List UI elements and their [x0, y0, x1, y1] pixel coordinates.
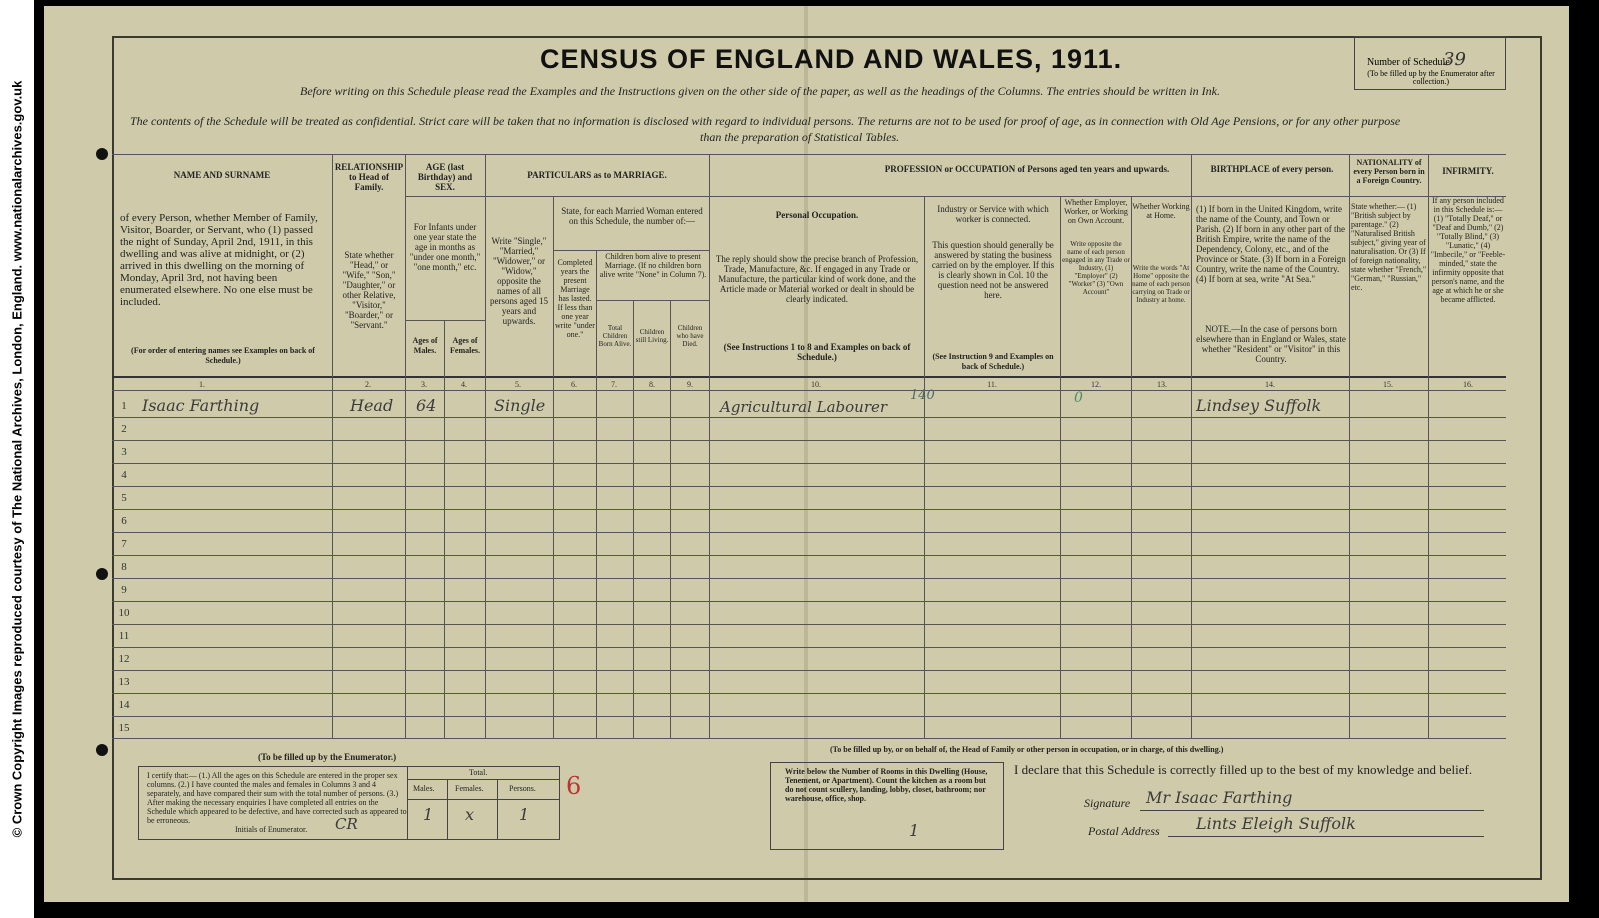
column-number: 7.	[611, 380, 617, 389]
column-number: 6.	[571, 380, 577, 389]
total-persons: 1	[519, 805, 530, 824]
entry-name: Isaac Farthing	[142, 396, 260, 415]
infirmity-description: If any person included in this Schedule is:— (1) "Totally Deaf," or "Deaf and Dumb," (2) "Totally Blind," (3) "Lunatic," (4) "Imbecile," or "Feeble-minded," state the infirmity opposite that person's name, and the age at which he or she became afflicted.	[1430, 196, 1506, 304]
row-line	[112, 578, 1506, 579]
marriage-subheader-line	[485, 196, 709, 197]
nationality-description: State whether:— (1) "British subject by parentage." (2) "Naturalised British subject," giving year of naturalisation. Or (3) If of foreign nationality, state whether "French," "German," "Russian," etc.	[1351, 202, 1427, 292]
employer-header: Whether Employer, Worker, or Working on Own Account.	[1064, 198, 1128, 225]
row-line	[112, 463, 1506, 464]
table-bottom-border	[112, 738, 1506, 739]
col-line	[444, 320, 445, 738]
row-line	[112, 417, 1506, 418]
females-label: Females.	[455, 784, 484, 793]
personal-occupation-header: Personal Occupation.	[775, 210, 859, 220]
industry-note: (See Instruction 9 and Examples on back of Schedule.)	[932, 352, 1054, 371]
total-line	[407, 779, 559, 780]
industry-header: Industry or Service with which worker is connected.	[937, 204, 1049, 224]
entry-relationship: Head	[350, 396, 394, 415]
industry-description: This question should generally be answered by stating the business carried on by the employer. If this is clearly shown in Col. 10 the question need not be answered here.	[931, 240, 1055, 300]
row-number: 15	[118, 722, 130, 734]
row-number: 4	[121, 469, 127, 481]
column-number: 5.	[515, 380, 521, 389]
schedule-number-note: (To be filled up by the Enumerator after collection.)	[1367, 69, 1495, 86]
col-line	[405, 154, 406, 738]
col-line	[670, 300, 671, 738]
col-line	[485, 154, 486, 738]
completed-years-header: Completed years the present Marriage has lasted. If less than one year write "under one."	[555, 258, 595, 339]
row-line	[112, 716, 1506, 717]
entry-employer-code: 0	[1074, 390, 1083, 406]
column-number: 15.	[1383, 380, 1393, 389]
row-number: 10	[118, 607, 130, 619]
birthplace-header: BIRTHPLACE of every person.	[1210, 164, 1334, 174]
children-born-header: Children born alive to present Marriage. (If no children born alive write "None" in Column 7).	[599, 252, 707, 279]
total-label: Total.	[469, 768, 488, 777]
col-line	[924, 196, 925, 738]
schedule-number-box	[1354, 36, 1506, 90]
copyright-watermark: © Crown Copyright Images reproduced courtesy of The National Archives, London, England. www.nationalarchives.gov.uk	[9, 80, 25, 838]
total-col-line	[497, 779, 498, 839]
declaration: I declare that this Schedule is correctly filled up to the best of my knowledge and belief.	[1014, 762, 1473, 777]
row-number: 1	[121, 400, 127, 412]
row-line	[112, 647, 1506, 648]
intro-line-2: The contents of the Schedule will be treated as confidential. Strict care will be taken that no information is disclosed with regard to individual persons. The returns are not to be used for proof of age, as in connection with Old Age Pensions, or for any other purpose	[130, 114, 1401, 128]
children-died-header: Children who have Died.	[676, 324, 704, 348]
col-line	[709, 154, 710, 738]
males-label: Males.	[413, 784, 435, 793]
total-males: 1	[423, 805, 434, 824]
married-woman-header: State, for each Married Woman entered on this Schedule, the number of:—	[561, 206, 703, 226]
name-note: (For order of entering names see Examples on back of Schedule.)	[131, 346, 315, 365]
col-line	[1060, 196, 1061, 738]
row-line	[112, 532, 1506, 533]
at-home-header: Whether Working at Home.	[1132, 202, 1190, 220]
red-pencil-mark: 6	[566, 772, 582, 800]
punch-hole	[96, 148, 108, 160]
signature-label: Signature	[1084, 796, 1131, 810]
census-table	[112, 154, 1506, 738]
enumerator-initials-label: Initials of Enumerator.	[235, 825, 308, 834]
row-number: 9	[121, 584, 127, 596]
children-living-header: Children still Living.	[635, 328, 669, 344]
enumerator-initials: CR	[335, 815, 358, 833]
col-line	[633, 300, 634, 738]
children-cols-line	[596, 300, 709, 301]
col-line	[332, 154, 333, 738]
col-line	[553, 196, 554, 738]
column-number: 14.	[1265, 380, 1275, 389]
personal-occupation-note: (See Instructions 1 to 8 and Examples on back of Schedule.)	[723, 342, 911, 362]
intro-line-3: than the preparation of Statistical Tables.	[700, 130, 900, 144]
entry-code: 140	[910, 388, 935, 403]
ages-females-header: Ages of Females.	[450, 336, 480, 355]
column-number: 10.	[811, 380, 821, 389]
enumerator-certification: I certify that:— (1.) All the ages on this Schedule are entered in the proper sex columns. (2.) I have counted the males and females in Columns 3 and 4 separately, and have compared their sum with the total number of persons. (3.) After making the necessary enquiries I have completed all entries on the Schedule which appeared to be defective, and have corrected such as appeared to be erroneous.	[147, 771, 407, 825]
schedule-number-value: 39	[1443, 49, 1466, 70]
row-number: 3	[121, 446, 127, 458]
marriage-header: PARTICULARS as to MARRIAGE.	[527, 170, 667, 180]
total-header-line	[407, 799, 559, 800]
personal-occupation-description: The reply should show the precise branch of Profession, Trade, Manufacture, &c. If engaged in any Trade or Manufacture, the particular kind of work done, and the Article made or Material worked or dealt in should be clearly indicated.	[715, 254, 919, 304]
header-bottom-border	[112, 376, 1506, 378]
col-line	[1349, 154, 1350, 738]
relationship-header: RELATIONSHIP to Head of Family.	[334, 162, 404, 192]
row-number: 2	[121, 423, 127, 435]
row-line	[112, 624, 1506, 625]
age-header: AGE (last Birthday) and SEX.	[417, 162, 473, 192]
profession-header: PROFESSION or OCCUPATION of Persons aged ten years and upwards.	[884, 164, 1170, 174]
row-line	[112, 555, 1506, 556]
column-number: 13.	[1157, 380, 1167, 389]
total-children-header: Total Children Born Alive.	[598, 324, 632, 348]
signature-value: Mr Isaac Farthing	[1146, 788, 1293, 807]
nationality-header: NATIONALITY of every Person born in a Foreign Country.	[1353, 158, 1425, 185]
infirmity-header: INFIRMITY.	[1442, 166, 1494, 176]
children-subheader-line	[553, 250, 709, 251]
enumerator-box	[138, 766, 560, 840]
head-section-heading: (To be filled up by, or on behalf of, the Head of Family or other person in occupation, or in charge, of this dwelling.)	[830, 745, 1224, 754]
address-line	[1168, 836, 1484, 837]
entry-occupation: Agricultural Labourer	[720, 398, 888, 416]
column-number: 16.	[1463, 380, 1473, 389]
column-number: 3.	[421, 380, 427, 389]
relationship-description: State whether "Head," or "Wife," "Son," "Daughter," or other Relative, "Visitor," "Boarder," or "Servant."	[342, 250, 396, 330]
address-label: Postal Address	[1088, 824, 1160, 838]
row-line	[112, 670, 1506, 671]
birthplace-description: (1) If born in the United Kingdom, write the name of the County, and Town or Parish. (2) If born in any other part of the British Empire, write the name of the Dependency, Colony, etc., and of the Province or State. (3) If born in a Foreign Country, write the name of the Country. (4) If born at sea, write "At Sea."	[1196, 204, 1346, 284]
schedule-number-label: Number of Schedule	[1367, 57, 1450, 68]
total-divider	[407, 767, 408, 839]
punch-hole	[96, 744, 108, 756]
employer-description: Write opposite the name of each person engaged in any Trade or Industry, (1) "Employer" (2) "Worker" (3) "Own Account"	[1062, 240, 1130, 296]
punch-hole	[96, 568, 108, 580]
birthplace-subheader-line	[1191, 196, 1349, 197]
row-number: 13	[118, 676, 130, 688]
row-line	[112, 440, 1506, 441]
birthplace-note: NOTE.—In the case of persons born elsewhere than in England or Wales, state whether "Resident" or "Visitor" in this Country.	[1196, 324, 1346, 364]
row-number: 8	[121, 561, 127, 573]
total-col-line	[447, 779, 448, 839]
ages-males-header: Ages of Males.	[412, 336, 438, 355]
row-number: 12	[118, 653, 130, 665]
page-title: CENSUS OF ENGLAND AND WALES, 1911.	[540, 44, 1123, 74]
col-line	[1428, 154, 1429, 738]
col-line	[1191, 154, 1192, 738]
name-description: of every Person, whether Member of Family, Visitor, Boarder, or Servant, who (1) passed the night of Sunday, April 2nd, 1911, in this dwelling and was alive at midnight, or (2) arrived in this dwelling on the morning of Monday, April 3rd, not having been enumerated elsewhere. No one else must be included.	[120, 212, 318, 308]
signature-line	[1140, 810, 1484, 811]
entry-birthplace: Lindsey Suffolk	[1196, 396, 1322, 415]
row-number: 5	[121, 492, 127, 504]
row-line	[112, 601, 1506, 602]
rooms-instructions: Write below the Number of Rooms in this Dwelling (House, Tenement, or Apartment). Count the kitchen as a room but do not count scullery, landing, lobby, closet, bathroom; nor warehouse, office, shop.	[785, 767, 988, 803]
row-number: 11	[118, 630, 130, 642]
row-line	[112, 509, 1506, 510]
column-number: 1.	[199, 380, 205, 389]
column-number: 2.	[365, 380, 371, 389]
age-subheader-line	[405, 196, 485, 197]
total-females: x	[465, 805, 475, 824]
column-number: 9.	[687, 380, 693, 389]
row-line	[112, 693, 1506, 694]
entry-age-male: 64	[416, 396, 437, 415]
intro-line-1: Before writing on this Schedule please read the Examples and the Instructions given on the other side of the paper, as well as the headings of the Columns. The entries should be written in Ink.	[300, 84, 1220, 98]
column-number: 8.	[649, 380, 655, 389]
column-number: 11.	[987, 380, 997, 389]
column-number: 12.	[1091, 380, 1101, 389]
row-number: 14	[118, 699, 130, 711]
marriage-description: Write "Single," "Married," "Widower," or "Widow," opposite the names of all persons aged 15 years and upwards.	[490, 236, 548, 326]
address-value: Lints Eleigh Suffolk	[1196, 814, 1356, 833]
rooms-count: 1	[909, 821, 920, 840]
table-top-border	[112, 154, 1506, 155]
column-number: 4.	[461, 380, 467, 389]
row-number: 7	[121, 538, 127, 550]
age-description: For Infants under one year state the age in months as "under one month," "one month," etc.	[409, 222, 481, 272]
entry-marriage: Single	[494, 396, 546, 415]
row-line	[112, 486, 1506, 487]
age-sex-line	[405, 320, 485, 321]
persons-label: Persons.	[509, 784, 536, 793]
name-header: NAME AND SURNAME	[173, 170, 271, 180]
column-number-border	[112, 390, 1506, 391]
copyright-sidebar	[0, 0, 34, 918]
row-number: 6	[121, 515, 127, 527]
at-home-description: Write the words "At Home" opposite the name of each person carrying on Trade or Industry at home.	[1132, 264, 1190, 304]
rooms-box	[770, 762, 1004, 850]
enumerator-heading: (To be filled up by the Enumerator.)	[258, 752, 397, 762]
